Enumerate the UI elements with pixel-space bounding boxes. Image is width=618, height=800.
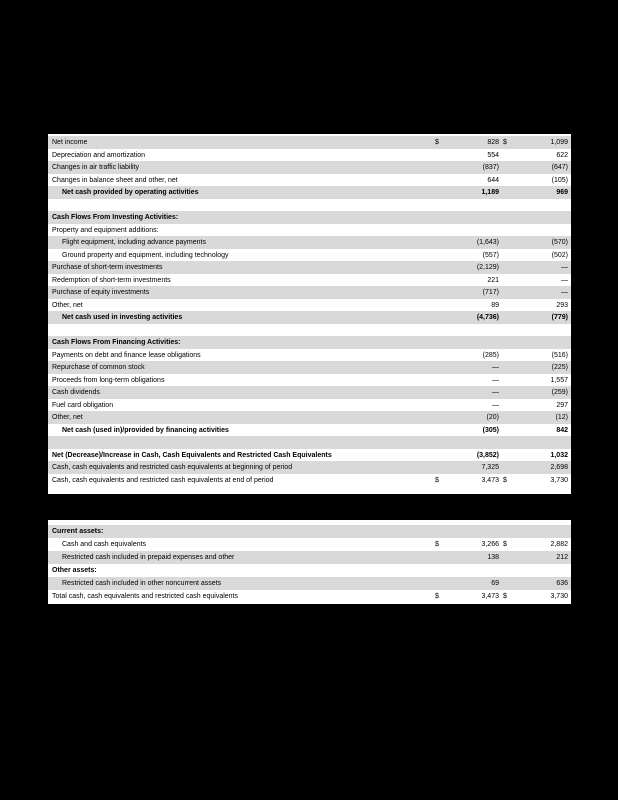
currency-symbol: $	[503, 139, 507, 146]
row-label: Net cash used in investing activities	[62, 314, 183, 321]
row-label: Repurchase of common stock	[52, 364, 145, 371]
row-label: Current assets:	[52, 528, 104, 535]
value-current-period: (3,852)	[476, 451, 499, 459]
value-current-period: (717)	[482, 289, 499, 296]
table-row	[48, 349, 571, 362]
table-row	[48, 174, 571, 187]
value-current-period: (20)	[486, 414, 499, 421]
value-current-period: (837)	[482, 164, 499, 171]
table-row	[48, 564, 571, 577]
value-current-period: —	[492, 376, 499, 384]
currency-symbol: $	[503, 476, 507, 484]
table-row	[48, 590, 571, 603]
table-row	[48, 186, 571, 199]
table-row	[48, 361, 571, 374]
value-current-period: —	[492, 389, 499, 396]
value-prior-period: 1,099	[550, 139, 568, 146]
value-current-period: (1,643)	[476, 239, 499, 246]
row-label: Restricted cash included in other noncurrent assets	[62, 580, 222, 587]
value-prior-period: (105)	[551, 176, 568, 184]
table-row	[48, 577, 571, 590]
value-current-period: 69	[491, 580, 499, 587]
table-row	[48, 461, 571, 474]
row-label: Proceeds from long-term obligations	[52, 376, 165, 384]
value-prior-period: (12)	[555, 414, 568, 421]
table-row	[48, 551, 571, 564]
value-prior-period: 1,557	[550, 376, 568, 384]
value-prior-period: 3,730	[550, 593, 568, 600]
value-current-period: (2,129)	[476, 264, 499, 271]
table-row	[48, 436, 571, 449]
row-label: Cash Flows From Investing Activities:	[52, 214, 179, 221]
table-row	[48, 261, 571, 274]
table-row	[48, 286, 571, 299]
table-row	[48, 311, 571, 324]
row-label: Changes in air traffic liability	[52, 164, 140, 171]
value-current-period: (4,736)	[476, 314, 499, 321]
table-row	[48, 538, 571, 551]
value-prior-period: (502)	[551, 251, 568, 259]
row-label: Redemption of short-term investments	[52, 276, 171, 284]
value-prior-period: (647)	[551, 164, 568, 171]
value-current-period: (285)	[482, 351, 499, 359]
row-label: Property and equipment additions:	[52, 226, 159, 234]
row-label: Other assets:	[52, 567, 97, 574]
value-current-period: 7,325	[481, 464, 499, 471]
row-label: Other, net	[52, 414, 83, 421]
row-label: Cash and cash equivalents	[62, 541, 147, 548]
table-row	[48, 236, 571, 249]
table-row	[48, 424, 571, 437]
value-current-period: 138	[487, 554, 499, 561]
currency-symbol: $	[435, 541, 439, 548]
row-label: Purchase of short-term investments	[52, 264, 163, 271]
value-prior-period: 3,730	[550, 476, 568, 484]
value-prior-period: 1,032	[550, 451, 568, 459]
value-prior-period: 636	[556, 580, 568, 587]
table-row	[48, 136, 571, 149]
value-prior-period: 969	[556, 189, 568, 196]
table-row	[48, 399, 571, 412]
row-label: Restricted cash included in prepaid expenses and other	[62, 554, 235, 561]
row-label: Net cash provided by operating activities	[62, 189, 199, 196]
value-prior-period: 2,882	[550, 541, 568, 548]
currency-symbol: $	[435, 593, 439, 600]
value-current-period: 221	[487, 276, 499, 284]
row-label: Total cash, cash equivalents and restricted cash equivalents	[52, 593, 238, 600]
row-label: Cash, cash equivalents and restricted cash equivalents at beginning of period	[52, 464, 293, 471]
value-current-period: —	[492, 401, 499, 409]
row-label: Flight equipment, including advance payments	[62, 239, 206, 246]
row-label: Ground property and equipment, including technology	[62, 251, 229, 259]
value-prior-period: (225)	[551, 364, 568, 371]
row-label: Cash Flows From Financing Activities:	[52, 339, 181, 346]
table-row	[48, 374, 571, 387]
row-label: Other, net	[52, 301, 83, 309]
value-prior-period: (516)	[551, 351, 568, 359]
value-current-period: (557)	[482, 251, 499, 259]
table-row	[48, 149, 571, 162]
table-row	[48, 224, 571, 237]
row-label: Payments on debt and finance lease obligations	[52, 351, 201, 359]
currency-symbol: $	[435, 476, 439, 484]
value-prior-period: (259)	[551, 389, 568, 396]
table-row	[48, 386, 571, 399]
row-label: Net income	[52, 139, 88, 146]
table-row	[48, 249, 571, 262]
table-row	[48, 274, 571, 287]
row-label: Changes in balance sheet and other, net	[52, 176, 178, 184]
value-current-period: 1,189	[481, 189, 499, 196]
table-row	[48, 411, 571, 424]
value-current-period: 3,473	[481, 593, 499, 600]
value-current-period: 554	[487, 151, 499, 159]
table-row	[48, 336, 571, 349]
value-prior-period: 297	[556, 401, 568, 409]
table-row	[48, 449, 571, 462]
value-current-period: —	[492, 364, 499, 371]
row-label: Depreciation and amortization	[52, 151, 145, 159]
value-prior-period: 842	[556, 426, 568, 434]
value-prior-period: 212	[556, 554, 568, 561]
cash-reconciliation-table	[48, 520, 571, 604]
table-row	[48, 199, 571, 212]
value-prior-period: 2,698	[550, 464, 568, 471]
value-prior-period: —	[561, 289, 568, 296]
value-prior-period: —	[561, 264, 568, 271]
value-prior-period: 293	[556, 301, 568, 309]
table-row	[48, 161, 571, 174]
value-prior-period: (779)	[551, 314, 568, 321]
currency-symbol: $	[435, 139, 439, 146]
value-prior-period: —	[561, 276, 568, 284]
currency-symbol: $	[503, 593, 507, 600]
table-row	[48, 211, 571, 224]
table-row	[48, 324, 571, 337]
table-row	[48, 299, 571, 312]
row-label: Fuel card obligation	[52, 401, 114, 409]
value-current-period: 644	[487, 176, 499, 184]
value-current-period: 828	[487, 139, 499, 146]
table-row	[48, 474, 571, 487]
value-current-period: 3,473	[481, 476, 499, 484]
value-prior-period: 622	[556, 151, 568, 159]
cash-flow-statement-table	[48, 134, 571, 494]
value-current-period: 89	[491, 301, 499, 309]
table-row	[48, 525, 571, 538]
row-label: Cash dividends	[52, 389, 100, 396]
row-label: Net cash (used in)/provided by financing activities	[62, 426, 229, 434]
row-label: Net (Decrease)/Increase in Cash, Cash Equivalents and Restricted Cash Equivalents	[52, 451, 332, 459]
currency-symbol: $	[503, 541, 507, 548]
row-label: Cash, cash equivalents and restricted cash equivalents at end of period	[52, 476, 274, 484]
row-label: Purchase of equity investments	[52, 289, 150, 296]
value-current-period: (305)	[482, 426, 499, 434]
value-prior-period: (570)	[551, 239, 568, 246]
value-current-period: 3,266	[481, 541, 499, 548]
